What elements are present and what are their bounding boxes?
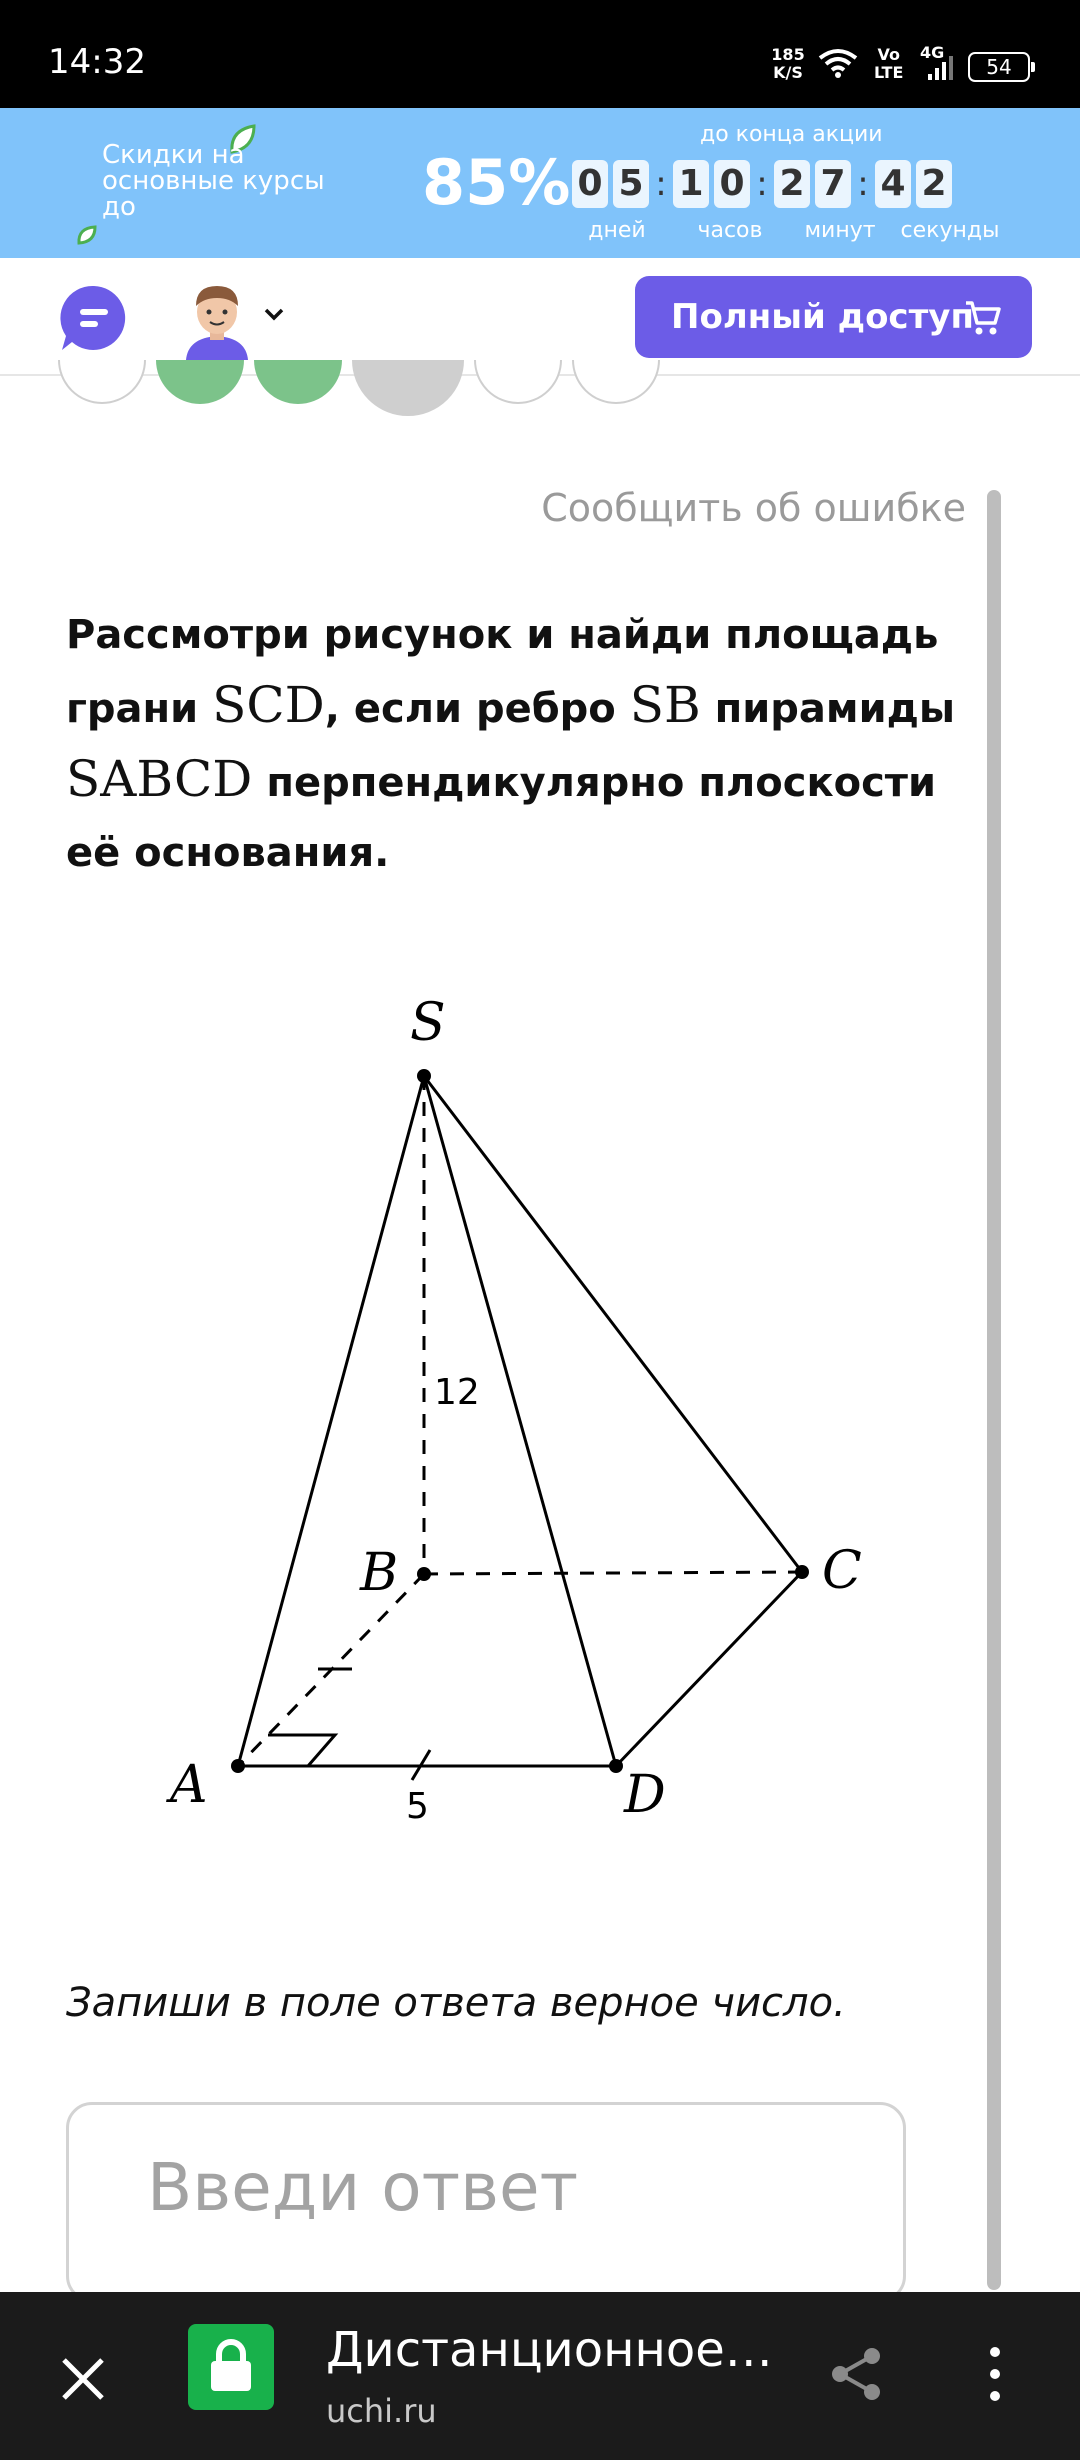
status-bar: [0, 0, 1080, 108]
report-error-link[interactable]: Сообщить об ошибке: [541, 486, 966, 530]
close-icon[interactable]: [58, 2354, 108, 2408]
answer-field[interactable]: [66, 2102, 906, 2302]
point-s: [417, 1069, 431, 1083]
cart-icon: [964, 300, 1002, 345]
task-step[interactable]: [474, 360, 562, 404]
full-access-label: Полный доступ: [671, 297, 974, 337]
pyramid-figure: [150, 980, 890, 1860]
app-header: [0, 258, 1080, 376]
browser-bar: [0, 2292, 1080, 2460]
full-access-button[interactable]: [635, 276, 1032, 358]
countdown-digit: 2: [774, 160, 810, 208]
countdown-digit: 0: [714, 160, 750, 208]
edge-dc: [616, 1572, 802, 1766]
wifi-icon: [818, 48, 858, 82]
label-b: B: [360, 1543, 399, 1603]
network-type: 4G: [920, 44, 945, 62]
network-speed-value: 185: [771, 45, 805, 64]
point-d: [609, 1759, 623, 1773]
network-speed-unit: K/S: [773, 63, 803, 82]
edge-sa: [238, 1076, 424, 1766]
promo-until-label: до конца акции: [700, 122, 883, 147]
question-text: [66, 600, 966, 888]
avatar[interactable]: [178, 276, 256, 360]
scrollbar[interactable]: [987, 490, 1001, 2290]
math-pyramid: SABCD: [66, 750, 253, 808]
point-a: [231, 1759, 245, 1773]
right-angle-mark: [268, 1735, 335, 1766]
countdown-separator: :: [756, 164, 768, 204]
more-options-icon[interactable]: [980, 2344, 1010, 2408]
task-step[interactable]: [254, 360, 342, 404]
volte-bottom: LTE: [874, 63, 904, 82]
status-time: 14:32: [48, 42, 146, 82]
share-icon[interactable]: [826, 2344, 886, 2408]
edge-sc: [424, 1076, 802, 1572]
task-step[interactable]: [58, 360, 146, 404]
countdown-digit: 7: [815, 160, 851, 208]
signal-icon: [918, 44, 958, 88]
countdown-unit-minutes: минут: [804, 218, 876, 243]
promo-percent: 85%: [422, 146, 571, 219]
volte-indicator: [874, 46, 903, 82]
point-b: [417, 1567, 431, 1581]
countdown-separator: :: [857, 164, 869, 204]
question-line: Рассмотри рисунок и найди площадь: [66, 612, 939, 658]
network-speed: [768, 46, 808, 82]
label-s: S: [410, 993, 446, 1053]
math-face: SCD: [212, 676, 325, 734]
countdown-digit: 4: [875, 160, 911, 208]
countdown-digit: 1: [673, 160, 709, 208]
math-edge: SB: [629, 676, 701, 734]
question-fragment: пирамиды: [700, 686, 956, 732]
task-step[interactable]: [572, 360, 660, 404]
edge-sd: [424, 1076, 616, 1766]
question-line: [66, 744, 966, 818]
question-fragment: , если ребро: [324, 686, 630, 732]
question-fragment: перпендикулярно плоскости: [252, 760, 937, 806]
length-ad: 5: [406, 1786, 429, 1827]
answer-placeholder: Введи ответ: [147, 2149, 579, 2226]
promo-label: Скидки на основные курсы до: [102, 140, 325, 222]
lock-icon[interactable]: [188, 2324, 274, 2410]
countdown-digit: 0: [572, 160, 608, 208]
countdown-unit-days: дней: [588, 218, 646, 243]
task-progress: [0, 360, 1080, 420]
length-sb: 12: [434, 1372, 480, 1413]
chat-icon: [58, 282, 130, 354]
answer-instruction: Запиши в поле ответа верное число.: [66, 1980, 846, 2026]
countdown-separator: :: [655, 164, 667, 204]
countdown-unit-seconds: секунды: [900, 218, 1000, 243]
label-a: A: [170, 1755, 208, 1815]
page-title: Дистанционное…: [326, 2322, 773, 2378]
countdown-unit-hours: часов: [697, 218, 763, 243]
task-step-current[interactable]: [352, 360, 464, 416]
question-line: [66, 670, 966, 744]
point-c: [795, 1565, 809, 1579]
promo-banner[interactable]: [0, 108, 1080, 258]
page-url: uchi.ru: [326, 2392, 437, 2430]
chevron-down-icon[interactable]: [262, 302, 286, 330]
countdown-digit: 5: [613, 160, 649, 208]
question-fragment: грани: [66, 686, 213, 732]
question-line: её основания.: [66, 830, 390, 876]
edge-bc: [424, 1572, 802, 1574]
volte-top: Vo: [877, 45, 900, 64]
label-d: D: [624, 1765, 666, 1825]
label-c: C: [822, 1541, 862, 1601]
battery-indicator: 54: [968, 52, 1030, 82]
chat-button[interactable]: [58, 282, 130, 354]
task-step[interactable]: [156, 360, 244, 404]
countdown-timer: [572, 160, 957, 208]
leaf-icon: [76, 224, 98, 250]
countdown-digit: 2: [916, 160, 952, 208]
